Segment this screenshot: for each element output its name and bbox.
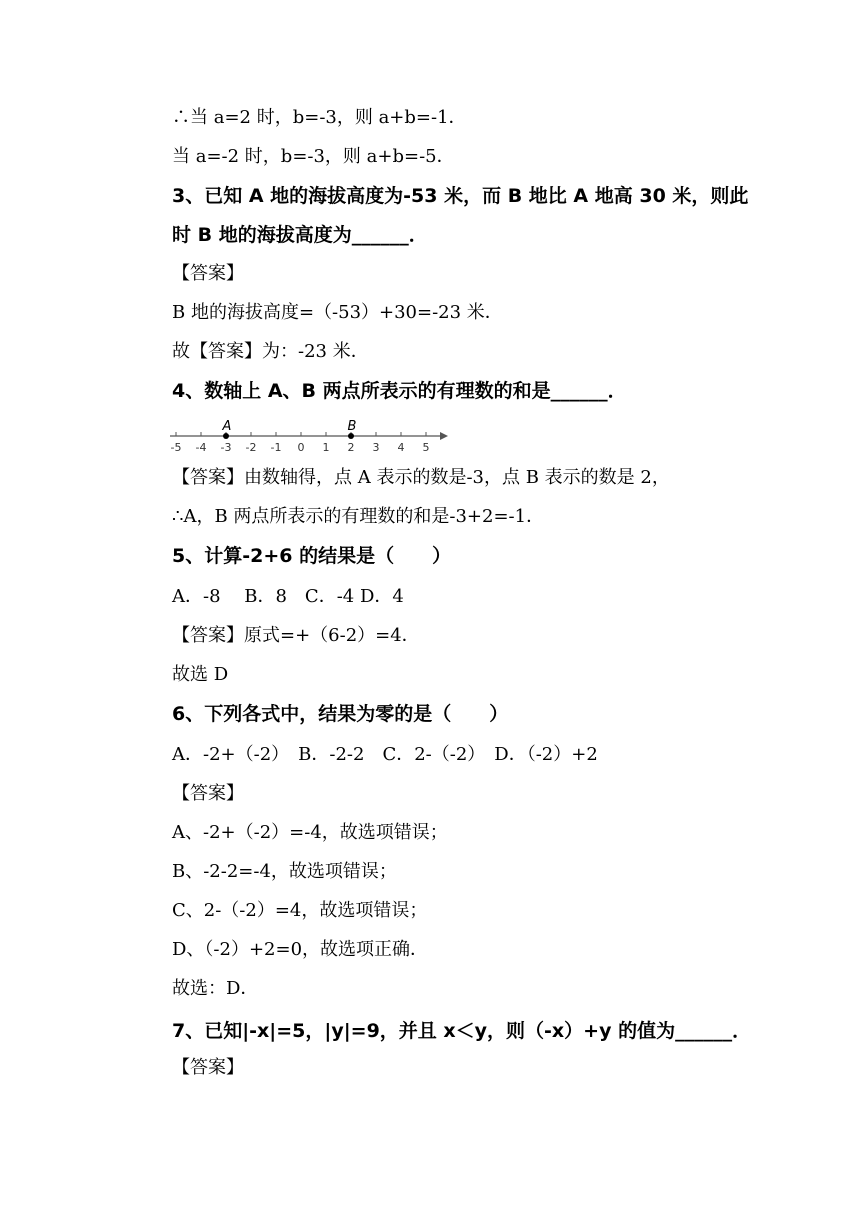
tick-label: 5 <box>422 441 430 454</box>
question-6: 6、下列各式中，结果为零的是（ ） <box>172 703 509 725</box>
solution-line: D、（-2）+2=0，故选项正确． <box>172 939 429 960</box>
tick-label: 0 <box>297 441 305 454</box>
tick-label: 4 <box>397 441 405 454</box>
solution-line: ∴A，B 两点所表示的有理数的和是-3+2=-1． <box>172 506 545 527</box>
point-label-b: B <box>347 419 357 434</box>
answer-line: 【答案】原式=+（6-2）=4． <box>172 625 420 646</box>
question-3-line-2: 时 B 地的海拔高度为______． <box>172 224 428 246</box>
solution-line: B 地的海拔高度=（-53）+30=-23 米． <box>172 302 503 323</box>
solution-line: B、-2-2=-4，故选项错误； <box>172 861 397 882</box>
answer-heading: 【答案】 <box>172 1057 244 1078</box>
solution-line: 故选 D <box>172 664 229 685</box>
tick-label: -5 <box>170 441 182 454</box>
tick-label: -3 <box>220 441 232 454</box>
tick-label: 3 <box>372 441 380 454</box>
solution-line: A、-2+（-2）=-4，故选项错误； <box>172 822 448 843</box>
question-3-line-1: 3、已知 A 地的海拔高度为-53 米，而 B 地比 A 地高 30 米，则此 <box>172 185 749 207</box>
solution-line: 故选：D． <box>172 978 259 999</box>
question-4: 4、数轴上 A、B 两点所表示的有理数的和是______． <box>172 380 627 402</box>
point-label-a: A <box>222 419 232 434</box>
solution-line: ∴当 a=2 时，b=-3，则 a+b=-1． <box>172 107 467 128</box>
solution-line: 故【答案】为：-23 米． <box>172 341 369 362</box>
solution-line: 当 a=-2 时，b=-3，则 a+b=-5． <box>172 146 455 167</box>
tick-label: -2 <box>245 441 257 454</box>
tick-label: -1 <box>270 441 282 454</box>
answer-heading: 【答案】 <box>172 783 244 804</box>
options-line: A．-2+（-2） B．-2-2 C．2-（-2） D．（-2）+2 <box>172 744 598 765</box>
answer-heading: 【答案】 <box>172 263 244 284</box>
question-5: 5、计算-2+6 的结果是（ ） <box>172 545 452 567</box>
tick-label: 1 <box>322 441 330 454</box>
tick-label: 2 <box>347 441 355 454</box>
solution-line: C、2-（-2）=4，故选项错误； <box>172 900 428 921</box>
options-line: A．-8 B．8 C．-4 D．4 <box>172 586 404 607</box>
question-7: 7、已知|-x|=5，|y|=9，并且 x＜y，则（-x）+y 的值为______． <box>172 1020 752 1042</box>
number-line-figure <box>168 411 458 455</box>
axis-arrow-icon <box>440 432 448 440</box>
tick-label: -4 <box>195 441 207 454</box>
answer-line: 【答案】由数轴得，点 A 表示的数是-3，点 B 表示的数是 2， <box>172 467 670 488</box>
